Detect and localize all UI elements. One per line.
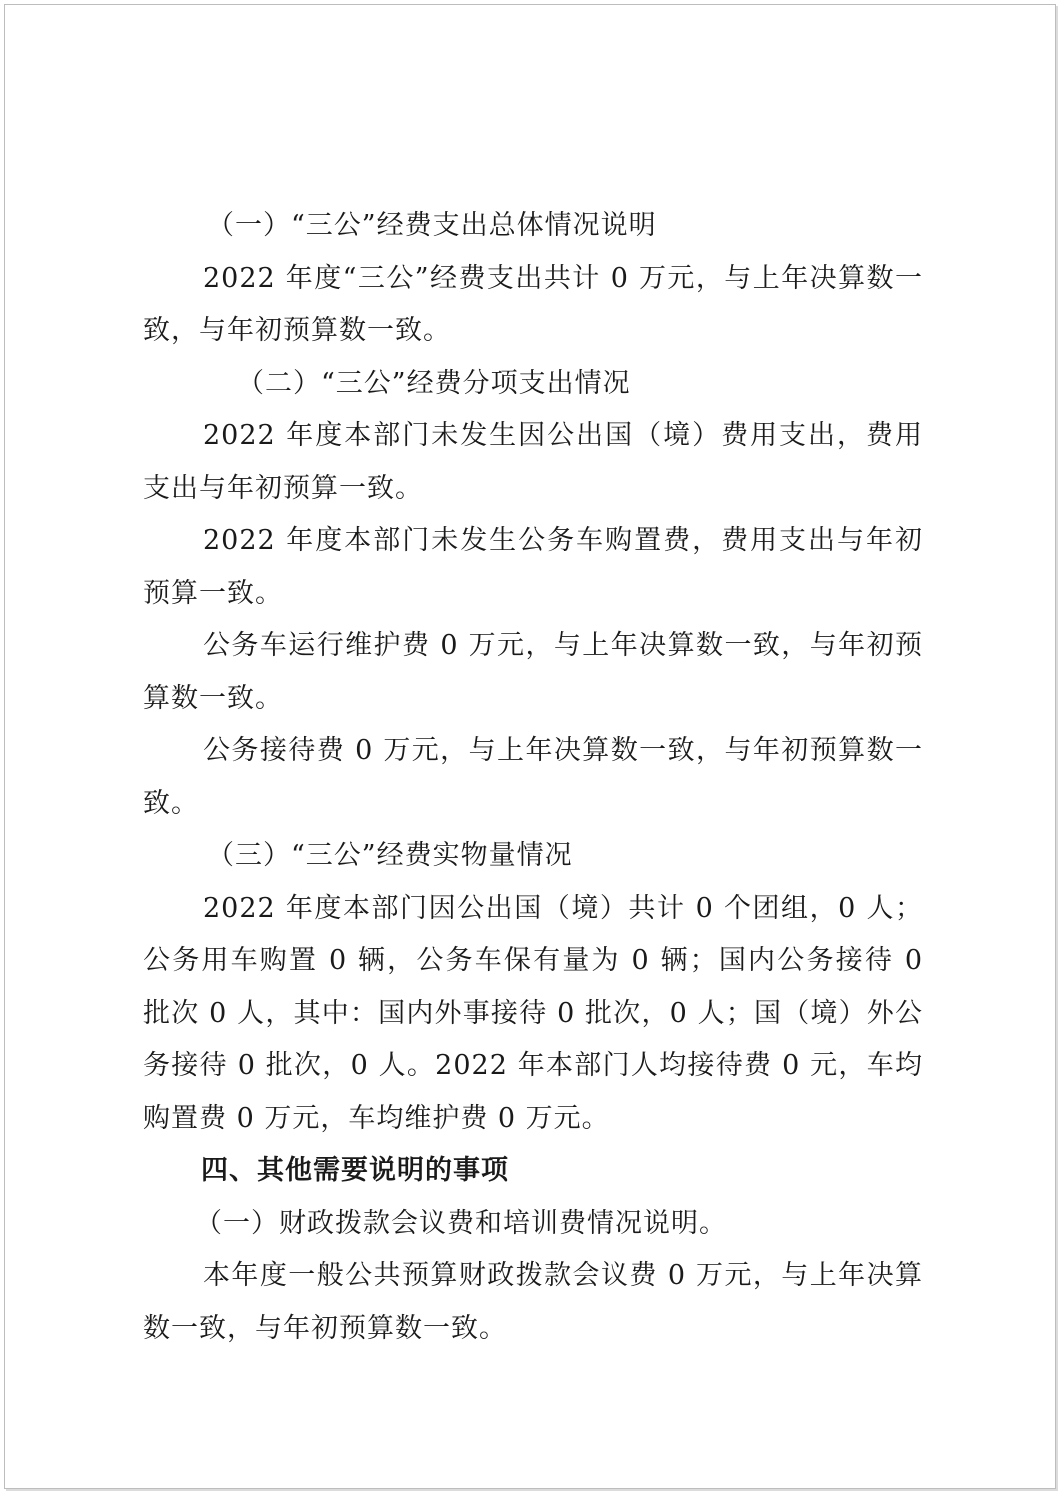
paragraph-abroad-expenses: 2022 年度本部门未发生因公出国（境）费用支出，费用支出与年初预算一致。 (143, 420, 923, 504)
section-heading-meeting-training: （一）财政拨款会议费和培训费情况说明。 (195, 1207, 727, 1239)
section-heading-overall: （一）“三公”经费支出总体情况说明 (207, 210, 657, 241)
chapter-heading-other-matters: 四、其他需要说明的事项 (201, 1155, 509, 1186)
paragraph-meeting-expenses: 本年度一般公共预算财政拨款会议费 0 万元，与上年决算数一致，与年初预算数一致。 (143, 1260, 923, 1344)
paragraph-vehicle-purchase: 2022 年度本部门未发生公务车购置费，费用支出与年初预算一致。 (143, 525, 923, 609)
document-body (143, 200, 923, 1355)
section-heading-itemized: （二）“三公”经费分项支出情况 (237, 367, 631, 399)
paragraph-total-expenditure: 2022 年度“三公”经费支出共计 0 万元，与上年决算数一致，与年初预算数一致。 (143, 262, 923, 346)
section-heading-physical: （三）“三公”经费实物量情况 (207, 840, 573, 871)
paragraph-vehicle-maintenance: 公务车运行维护费 0 万元，与上年决算数一致，与年初预算数一致。 (143, 630, 923, 714)
paragraph-reception-expenses: 公务接待费 0 万元，与上年决算数一致，与年初预算数一致。 (143, 735, 923, 819)
document-page (4, 4, 1056, 1489)
paragraph-physical-quantities: 2022 年度本部门因公出国（境）共计 0 个团组，0 人；公务用车购置 0 辆，公务车保有量为 0 辆；国内公务接待 0 批次 0 人，其中：国内外事接待 0 批次，0 人；国（境）外公务接待 0 批次，0 人。2022 年本部门人均接待费 0 元，车均购置费 0 万元，车均维护费 0 万元。 (143, 892, 923, 1134)
